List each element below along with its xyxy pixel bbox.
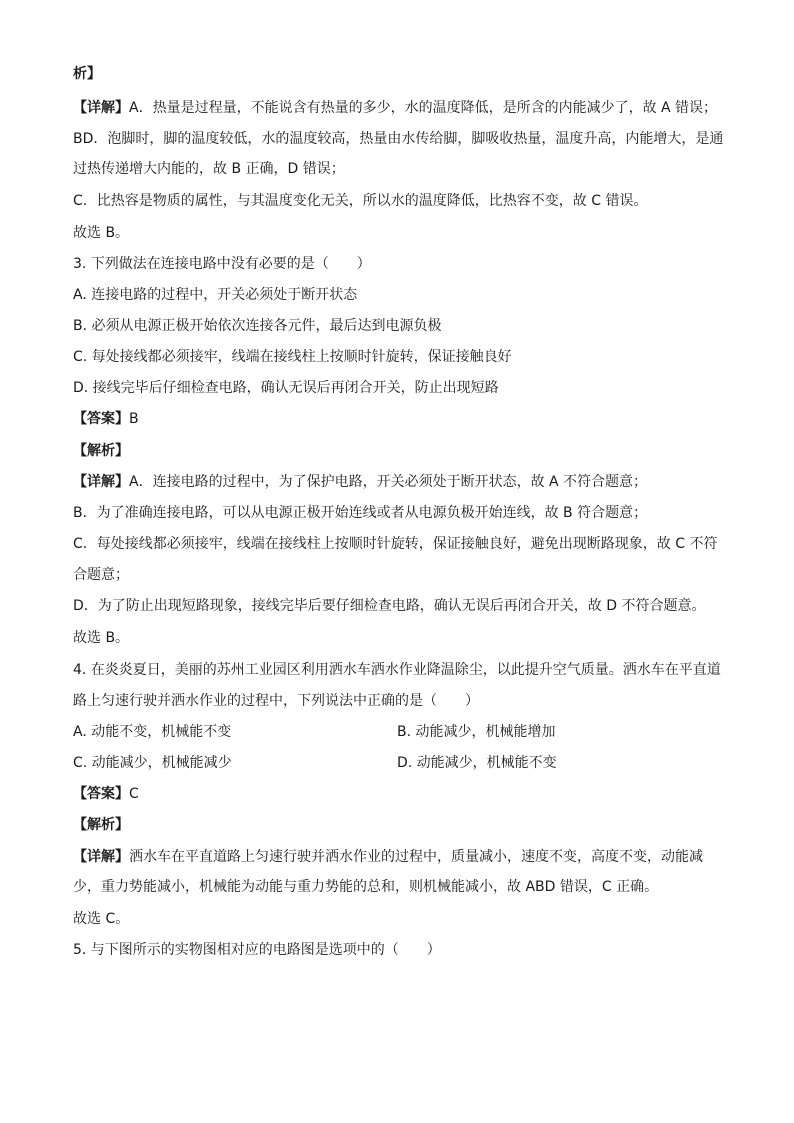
section-tag: 【答案】 xyxy=(73,411,129,427)
line-text: 少，重力势能减小，机械能为动能与重力势能的总和，则机械能减小，故 ABD 错误，C 正确。 xyxy=(73,879,659,895)
line-text: C. 每处接线都必须接牢，线端在接线柱上按顺时针旋转，保证接触良好 xyxy=(73,349,512,365)
answer-line xyxy=(73,784,139,804)
analysis-header xyxy=(73,441,129,461)
analysis-header xyxy=(73,815,129,835)
section-tag: 【答案】 xyxy=(73,786,129,802)
line-text: 路上匀速行驶并洒水作业的过程中，下列说法中正确的是（ ） xyxy=(73,693,479,709)
line-text: B．为了准确连接电路，可以从电源正极开始连线或者从电源负极开始连线，故 B 符合题意； xyxy=(73,505,648,521)
line-text: C xyxy=(129,786,139,802)
answer-line xyxy=(73,409,139,429)
line-text: 故选 B。 xyxy=(73,225,130,241)
line-text: 4. 在炎炎夏日，美丽的苏州工业园区利用洒水车洒水作业降温除尘，以此提升空气质量。洒水车在平直道 xyxy=(73,662,721,678)
text-line xyxy=(73,909,129,929)
line-text: 5. 与下图所示的实物图相对应的电路图是选项中的（ ） xyxy=(73,942,441,958)
text-line xyxy=(73,503,647,523)
option-c: C. 动能减少，机械能减少 xyxy=(73,755,232,771)
line-text: D．为了防止出现短路现象，接线完毕后要仔细检查电路，确认无误后再闭合开关，故 D 不符合题意。 xyxy=(73,598,706,614)
line-text: A．热量是过程量，不能说含有热量的多少，水的温度降低，是所含的内能减少了，故 A 错误； xyxy=(129,100,718,116)
line-text: C．比热容是物质的属性，与其温度变化无关，所以水的温度降低，比热容不变，故 C 错误。 xyxy=(73,193,648,209)
line-text: 故选 B。 xyxy=(73,630,130,646)
line-text: A．连接电路的过程中，为了保护电路，开关必须处于断开状态，故 A 不符合题意； xyxy=(129,474,648,490)
section-tag: 【详解】 xyxy=(73,100,129,116)
question-4 xyxy=(73,660,721,680)
line-text: 过热传递增大内能的，故 B 正确，D 错误； xyxy=(73,161,345,177)
line-text: 洒水车在平直道路上匀速行驶并洒水作业的过程中，质量减小，速度不变，高度不变，动能减 xyxy=(129,849,703,865)
line-text: D. 接线完毕后仔细检查电路，确认无误后再闭合开关，防止出现短路 xyxy=(73,380,499,396)
text-line xyxy=(73,847,703,867)
text-line xyxy=(73,223,129,243)
section-tag: 析】 xyxy=(73,66,101,82)
option-a xyxy=(73,285,357,305)
section-tag: 【解析】 xyxy=(73,443,129,459)
text-line xyxy=(73,877,658,897)
line-text: BD．泡脚时，脚的温度较低，水的温度较高，热量由水传给脚，脚吸收热量，温度升高，内能增大，是通 xyxy=(73,131,724,147)
text-line xyxy=(73,159,345,179)
section-tag: 【解析】 xyxy=(73,817,129,833)
option-a: A. 动能不变，机械能不变 xyxy=(73,724,232,740)
text-line xyxy=(73,64,101,84)
text-line xyxy=(73,596,705,616)
line-text: 3. 下列做法在连接电路中没有必要的是（ ） xyxy=(73,256,371,272)
option-c xyxy=(73,347,512,367)
text-line xyxy=(73,129,723,149)
option-d xyxy=(73,378,499,398)
question-3 xyxy=(73,254,371,274)
question-5 xyxy=(73,940,441,960)
line-text: 故选 C。 xyxy=(73,911,130,927)
option-d: D. 动能减少，机械能不变 xyxy=(397,755,557,771)
text-line xyxy=(73,191,647,211)
text-line xyxy=(73,628,129,648)
line-text: C．每处接线都必须接牢，线端在接线柱上按顺时针旋转，保证接触良好，避免出现断路现象，故 C 不符 xyxy=(73,536,718,552)
section-tag: 【详解】 xyxy=(73,474,129,490)
option-b: B. 动能减少，机械能增加 xyxy=(397,724,556,740)
line-text: 合题意； xyxy=(73,567,129,583)
text-line xyxy=(73,98,717,118)
section-tag: 【详解】 xyxy=(73,849,129,865)
text-line xyxy=(73,565,129,585)
line-text: B. 必须从电源正极开始依次连接各元件，最后达到电源负极 xyxy=(73,318,442,334)
option-b xyxy=(73,316,442,336)
line-text: B xyxy=(129,411,139,427)
text-line xyxy=(73,691,479,711)
line-text: A. 连接电路的过程中，开关必须处于断开状态 xyxy=(73,287,358,303)
text-line xyxy=(73,534,717,554)
text-line xyxy=(73,472,647,492)
